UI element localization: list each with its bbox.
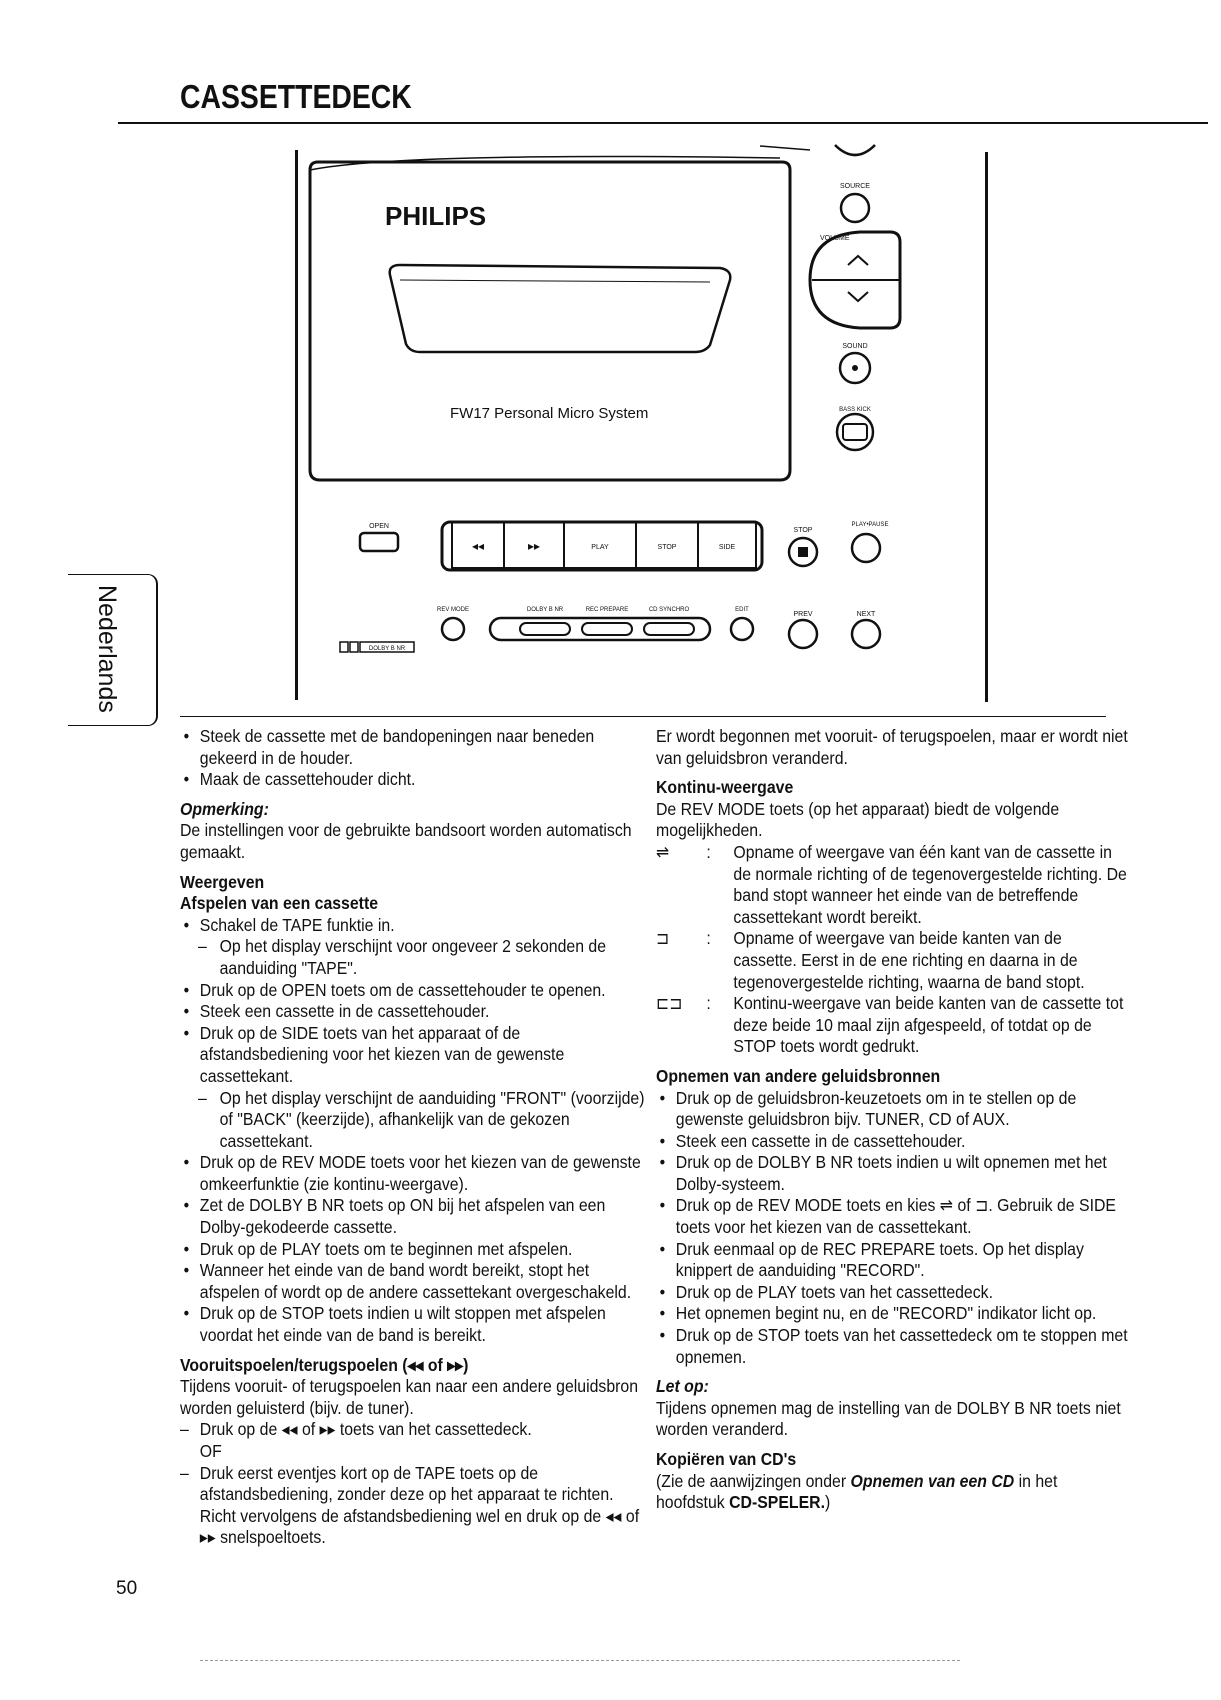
continuous-text: De REV MODE toets (op het apparaat) biedt de volgende mogelijkheden. bbox=[656, 798, 1060, 841]
list-item: • Maak de cassettehouder dicht. bbox=[180, 769, 653, 791]
section-heading-playback: Weergeven bbox=[180, 871, 265, 892]
left-column bbox=[180, 726, 653, 1549]
scan-artifact-line bbox=[200, 1660, 960, 1662]
list-item: – Op het display verschijnt de aanduiding "FRONT" (voorzijde) of "BACK" (keerzijde), afhankelijk van de gekozen cassettekant. bbox=[180, 1088, 653, 1153]
right-intro-text: Er wordt begonnen met vooruit- of terugspoelen, maar er wordt niet van geluidsbron veranderd. bbox=[656, 726, 1128, 768]
stop-key-label: STOP bbox=[657, 544, 677, 551]
section-heading-continuous: Kontinu-weergave bbox=[656, 777, 794, 798]
list-item: OF bbox=[199, 1441, 222, 1461]
mode-text: Kontinu-weergave van beide kanten van de cassette tot deze beide 10 maal zijn afgespeeld, of totdat op de STOP toets wordt gedrukt. bbox=[733, 993, 1124, 1057]
label-volume: VOLUME bbox=[820, 235, 850, 242]
label-cd-synchro: CD SYNCHRO bbox=[648, 607, 690, 613]
page-number: 50 bbox=[116, 1578, 138, 1599]
list-item: • Druk op de OPEN toets om de cassettehouder te openen. bbox=[180, 980, 653, 1002]
brand-logo: PHILIPS bbox=[385, 201, 487, 231]
figure-border-right bbox=[985, 152, 988, 702]
list-item: • Druk op de geluidsbron-keuzetoets om in te stellen op de gewenste geluidsbron bijv. TUNER, CD of AUX. bbox=[656, 1088, 1129, 1131]
label-play-pause: PLAY•PAUSE bbox=[851, 522, 889, 528]
prev-button bbox=[789, 620, 817, 648]
figure-bottom-rule bbox=[180, 716, 1106, 717]
winding-text: Tijdens vooruit- of terugspoelen kan naar een andere geluidsbron worden geluisterd (bijv. de tuner). bbox=[180, 1376, 639, 1418]
label-next: NEXT bbox=[856, 611, 876, 618]
rewind-key-label: ◂◂ bbox=[471, 539, 485, 553]
subheading-play-cassette: Afspelen van een cassette bbox=[180, 893, 379, 914]
list-item: • Druk op de PLAY toets om te beginnen met afspelen. bbox=[180, 1239, 653, 1261]
caution-heading: Let op: bbox=[656, 1376, 709, 1397]
list-item: • Druk op de STOP toets indien u wilt stoppen met afspelen voordat het einde van de band is bereikt. bbox=[180, 1303, 653, 1346]
list-item: • Druk op de REV MODE toets en kies ⇌ of ⊐. Gebruik de SIDE toets voor het kiezen van de cassettekant. bbox=[656, 1195, 1129, 1238]
list-item: • Schakel de TAPE funktie in. bbox=[180, 915, 653, 937]
mode-one-side-icon: ⇌ bbox=[656, 841, 670, 862]
next-button bbox=[852, 620, 880, 648]
list-item: • Druk eenmaal op de REC PREPARE toets. Op het display knippert de aanduiding "RECORD". bbox=[656, 1239, 1129, 1282]
list-item: • Wanneer het einde van de band wordt bereikt, stopt het afspelen of wordt op de andere cassettekant overgeschakeld. bbox=[180, 1260, 653, 1303]
cassette-window bbox=[390, 265, 731, 352]
list-item: – Op het display verschijnt voor ongeveer 2 sekonden de aanduiding "TAPE". bbox=[180, 936, 653, 979]
play-pause-button bbox=[852, 534, 880, 562]
forward-key-label: ▸▸ bbox=[527, 539, 541, 553]
note-text: De instellingen voor de gebruikte bandsoort worden automatisch gemaakt. bbox=[180, 820, 632, 862]
list-item: • Druk op de STOP toets van het cassettedeck om te stoppen met opnemen. bbox=[656, 1325, 1129, 1368]
figure-border-left bbox=[295, 150, 298, 700]
label-bass-kick: BASS KICK bbox=[839, 407, 871, 413]
device-illustration bbox=[300, 140, 960, 700]
model-label: FW17 Personal Micro System bbox=[450, 405, 649, 422]
play-key-label: PLAY bbox=[591, 544, 609, 551]
mode-text: Opname of weergave van beide kanten van de cassette. Eerst in de ene richting en daarna in de tegenovergestelde richting, waarna de band stopt. bbox=[733, 928, 1085, 992]
mode-item: ⊏⊐ : Kontinu-weergave van beide kanten van de cassette tot deze beide 10 maal zijn afgespeeld, of totdat op de STOP toets wordt gedrukt. bbox=[656, 993, 1124, 1057]
label-source: SOURCE bbox=[840, 183, 870, 190]
mode-continuous-icon: ⊏⊐ bbox=[656, 993, 683, 1014]
mode-text: Opname of weergave van één kant van de cassette in de normale richting of de tegenovergestelde richting. De band stopt wanneer het einde van de betreffende cassettekant wordt bereikt. bbox=[733, 841, 1127, 927]
list-item: • Het opnemen begint nu, en de "RECORD" indikator licht op. bbox=[656, 1303, 1129, 1325]
record-key-frame bbox=[490, 618, 710, 640]
edit-button bbox=[731, 618, 753, 640]
list-item: • Druk op de REV MODE toets voor het kiezen van de gewenste omkeerfunktie (zie kontinu-weergave). bbox=[180, 1152, 653, 1195]
list-item: • Druk op de SIDE toets van het apparaat of de afstandsbediening voor het kiezen van de gewenste cassettekant. bbox=[180, 1023, 653, 1088]
right-column bbox=[656, 726, 1129, 1514]
label-rev-mode: REV MODE bbox=[436, 607, 470, 613]
language-tab bbox=[68, 574, 158, 726]
list-item: • Steek een cassette in de cassettehouder. bbox=[656, 1131, 1129, 1153]
section-heading-winding: Vooruitspoelen/terugspoelen (◂◂ of ▸▸) bbox=[180, 1354, 469, 1375]
label-open: OPEN bbox=[369, 523, 389, 530]
label-rec-prepare: REC PREPARE bbox=[585, 607, 629, 613]
section-heading-recording: Opnemen van andere geluidsbronnen bbox=[656, 1065, 941, 1086]
list-item: • Druk op de PLAY toets van het cassettedeck. bbox=[656, 1282, 1129, 1304]
open-button bbox=[360, 533, 398, 551]
rev-mode-button bbox=[442, 618, 464, 640]
list-item: – Druk op de ◂◂ of ▸▸ toets van het cassettedeck. bbox=[180, 1419, 653, 1441]
list-item: • Druk op de DOLBY B NR toets indien u wilt opnemen met het Dolby-systeem. bbox=[656, 1152, 1129, 1195]
copy-cd-text: (Zie de aanwijzingen onder Opnemen van een CD in het hoofdstuk CD-SPELER.) bbox=[656, 1470, 1058, 1513]
label-stop: STOP bbox=[793, 527, 813, 534]
list-item: • Steek de cassette met de bandopeningen naar beneden gekeerd in de houder. bbox=[180, 726, 653, 769]
list-item: • Zet de DOLBY B NR toets op ON bij het afspelen van een Dolby-gekodeerde cassette. bbox=[180, 1195, 653, 1238]
label-edit: EDIT bbox=[735, 607, 749, 613]
source-button bbox=[841, 194, 869, 222]
mode-item: ⊐ : Opname of weergave van beide kanten van de cassette. Eerst in de ene richting en daarna in de tegenovergestelde richting, waarna de band stopt. bbox=[656, 928, 1085, 992]
mode-item: ⇌ : Opname of weergave van één kant van de cassette in de normale richting of de tegenovergestelde richting. De band stopt wanneer het einde van de betreffende cassettekant wordt bereikt. bbox=[656, 841, 1127, 927]
language-tab-label: Nederlands bbox=[93, 585, 121, 713]
list-item: • Steek een cassette in de cassettehouder. bbox=[180, 1001, 653, 1023]
side-key-label: SIDE bbox=[718, 544, 736, 551]
section-heading-copy-cd: Kopiëren van CD's bbox=[656, 1449, 797, 1469]
label-sound: SOUND bbox=[842, 343, 868, 350]
mode-both-sides-icon: ⊐ bbox=[656, 928, 670, 949]
caution-text: Tijdens opnemen mag de instelling van de DOLBY B NR toets niet worden veranderd. bbox=[656, 1397, 1121, 1440]
note-heading: Opmerking: bbox=[180, 798, 269, 819]
label-prev: PREV bbox=[793, 611, 813, 618]
header-rule bbox=[118, 122, 1208, 124]
dolby-logo: DOLBY B NR bbox=[368, 646, 406, 652]
label-dolby-b-nr: DOLBY B NR bbox=[526, 607, 564, 613]
list-item: – Druk eerst eventjes kort op de TAPE toets op de afstandsbediening, zonder deze op het apparaat te richten. Richt vervolgens de afstandsbediening wel en druk op de ◂◂ of ▸▸ snelspoeltoets. bbox=[180, 1463, 653, 1549]
page-title: CASSETTEDECK bbox=[180, 78, 412, 115]
